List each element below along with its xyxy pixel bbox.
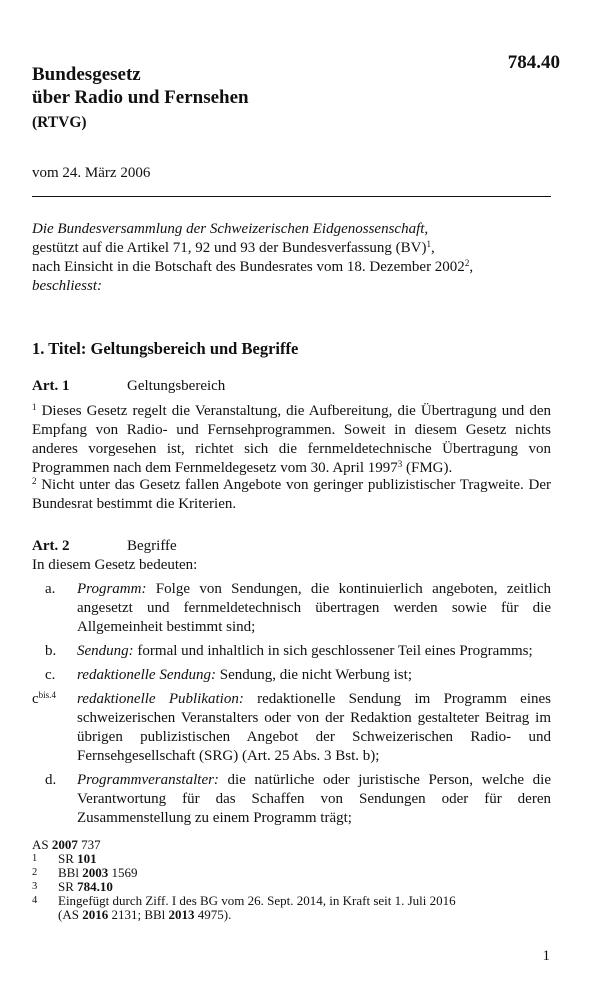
header-divider (32, 196, 551, 197)
article-2-number: Art. 2 (32, 538, 70, 554)
list-item-cbis: $c^{bis.4}$ redaktionelle Publikation: redaktionelle Sendung im Programm eines schweizerischen Veranstalters oder von der Redaktion gestalteter Beitrag im übrigen publizistischen Angebot der Schweizerischen Radio- und Fernsehgesellschaft (SRG) (Art. 25 Abs. 3 Bst. b); (32, 690, 551, 764)
footnote-ref-1[interactable]: 1 (426, 239, 432, 249)
preamble (32, 220, 552, 296)
document-title (32, 63, 249, 109)
abbreviation: (RTVG) (32, 114, 87, 131)
section-title: 1. Titel: Geltungsbereich und Begriffe (32, 339, 299, 358)
article-2-intro: In diesem Gesetz bedeuten: (32, 557, 198, 573)
article-2-title: Begriffe (127, 538, 177, 554)
preamble-line-3: nach Einsicht in die Botschaft des Bundesrates vom 18. Dezember 2002$^2$, (32, 258, 474, 275)
preamble-line-2: gestützt auf die Artikel 71, 92 und 93 der Bundesverfassung (BV)$^1$, (32, 239, 435, 256)
footnote-3: 3 SR 784.10 (32, 879, 113, 894)
footnote-4: 4 Eingefügt durch Ziff. I des BG vom 26. Sept. 2014, in Kraft seit 1. Juli 2016 (AS 2016 2131; BBl 2013 4975). (32, 893, 456, 922)
preamble-line-4: beschliesst: (32, 278, 102, 294)
list-item: c. redaktionelle Sendung: Sendung, die nicht Werbung ist; (45, 667, 412, 683)
page-number: 1 (542, 948, 550, 964)
list-item: a. Programm: Folge von Sendungen, die kontinuierlich angeboten, zeitlich angesetzt und fernmeldetechnisch übertragen werden sowie für die Allgemeinheit bestimmt sind; (45, 581, 551, 635)
footnote-ref-4[interactable]: 4 (51, 690, 56, 700)
preamble-line-1: Die Bundesversammlung der Schweizerischen Eidgenossenschaft, (32, 221, 429, 237)
enactment-date: vom 24. März 2006 (32, 165, 151, 181)
footnote-2: 2 BBl 2003 1569 (32, 865, 138, 880)
article-1-heading (32, 378, 225, 395)
title-line-1: Bundesgesetz (32, 64, 141, 85)
article-2-heading (32, 538, 177, 555)
footnote-1: 1 SR 101 (32, 851, 97, 866)
footnote-ref-2[interactable]: 2 (464, 258, 470, 268)
footnote-ref-3[interactable]: 3 (397, 459, 403, 469)
article-1-paragraph-1: $^1$ Dieses Gesetz regelt die Veranstaltung, die Aufbereitung, die Übertragung und den Empfang von Radio- und Fernsehprogrammen. Soweit in diesem Gesetz nichts anderes vorgesehen ist, richtet sich die fernmeldetechnische Übertragung von Programmen nach dem Fernmeldegesetz vom 30. April 1997$^3$ (FMG). (32, 402, 551, 476)
definitions-list (32, 580, 551, 833)
list-item: d. Programmveranstalter: die natürliche oder juristische Person, welche die Verantwortung für das Schaffen von Sendungen oder für deren Zusammenstellung zu einem Programm trägt; (45, 772, 551, 826)
official-collection-ref: AS 2007 737 (32, 837, 101, 852)
list-item: b. Sendung: formal und inhaltlich in sich geschlossener Teil eines Programms; (45, 643, 533, 659)
title-line-2: über Radio und Fernsehen (32, 87, 249, 108)
article-1-paragraph-2: $^2$ Nicht unter das Gesetz fallen Angebote von geringer publizistischer Tragweite. Der Bundesrat bestimmt die Kriterien. (32, 476, 551, 512)
article-1-number: Art. 1 (32, 378, 70, 394)
article-1-title: Geltungsbereich (127, 378, 226, 394)
footnotes (32, 838, 552, 922)
sr-number: 784.40 (507, 52, 560, 73)
